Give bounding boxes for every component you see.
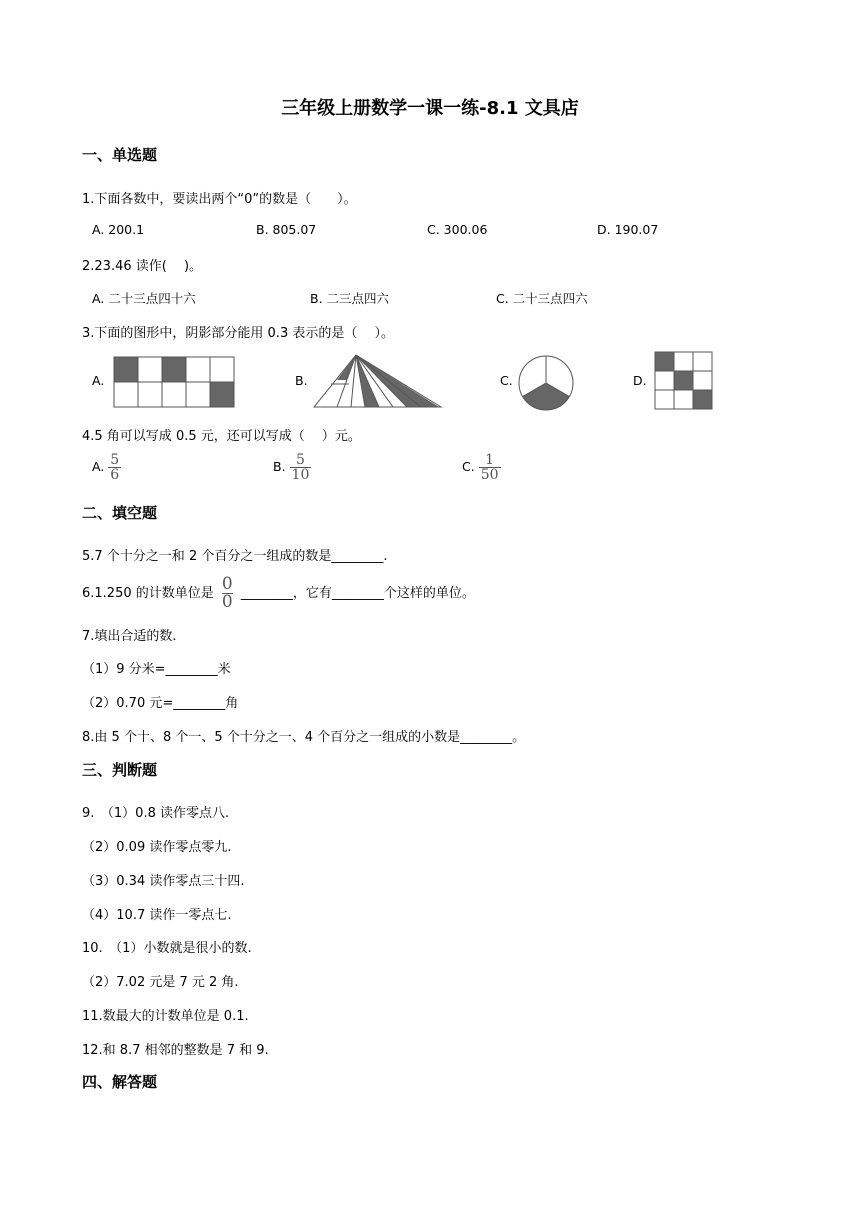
question-10-part-1: 10. （1）小数就是很小的数. bbox=[82, 941, 252, 956]
question-1: 1.下面各数中，要读出两个“0”的数是（ ）。 bbox=[82, 192, 357, 207]
q6-denominator: 0 bbox=[221, 592, 233, 612]
q3-option-c: C. bbox=[500, 373, 513, 388]
q6-suffix: ________，它有________个这样的单位。 bbox=[240, 586, 475, 601]
q1-option-b: B. 805.07 bbox=[256, 222, 317, 237]
q4-option-b bbox=[273, 453, 311, 482]
q4-option-a-label: A. bbox=[92, 459, 105, 474]
question-7: 7.填出合适的数. bbox=[82, 629, 177, 644]
question-4: 4.5 角可以写成 0.5 元，还可以写成（ ）元。 bbox=[82, 429, 361, 444]
q4-b-denominator: 10 bbox=[291, 467, 310, 483]
q1-option-c: C. 300.06 bbox=[427, 222, 488, 237]
section-heading-true-false: 三、判断题 bbox=[82, 761, 158, 779]
q4-option-c-label: C. bbox=[462, 459, 475, 474]
question-7-part-1: （1）9 分米=________米 bbox=[82, 662, 231, 677]
q3-figure-d-grid bbox=[654, 351, 713, 410]
question-9-part-3: （3）0.34 读作零点三十四. bbox=[82, 874, 245, 889]
q4-option-b-fraction bbox=[290, 453, 312, 482]
q6-fraction-image bbox=[222, 576, 233, 611]
question-9-part-2: （2）0.09 读作零点零九. bbox=[82, 840, 232, 855]
q4-c-numerator: 1 bbox=[485, 452, 495, 468]
question-9-part-4: （4）10.7 读作一零点七. bbox=[82, 908, 232, 923]
q3-option-d: D. bbox=[633, 373, 647, 388]
question-7-part-2: （2）0.70 元=________角 bbox=[82, 696, 239, 711]
q2-option-a: A. 二十三点四十六 bbox=[92, 291, 196, 306]
page-title: 三年级上册数学一课一练-8.1 文具店 bbox=[281, 98, 579, 119]
q6-prefix: 6.1.250 的计数单位是 bbox=[82, 586, 214, 601]
section-heading-single-choice: 一、单选题 bbox=[82, 146, 158, 164]
question-8: 8.由 5 个十、8 个一、5 个十分之一、4 个百分之一组成的小数是________。 bbox=[82, 730, 526, 745]
question-5: 5.7 个十分之一和 2 个百分之一组成的数是________. bbox=[82, 549, 388, 564]
q4-option-a-fraction bbox=[108, 453, 121, 482]
q3-figure-b-triangle bbox=[313, 354, 443, 408]
question-12: 12.和 8.7 相邻的整数是 7 和 9. bbox=[82, 1043, 269, 1058]
q3-figure-c-circle bbox=[518, 355, 574, 411]
q3-option-a: A. bbox=[92, 373, 105, 388]
question-9-part-1: 9. （1）0.8 读作零点八. bbox=[82, 806, 230, 821]
q1-option-a: A. 200.1 bbox=[92, 222, 145, 237]
q6-numerator: 0 bbox=[221, 574, 233, 594]
q4-option-c bbox=[462, 453, 501, 482]
q2-option-b: B. 二三点四六 bbox=[310, 291, 390, 306]
q4-option-b-label: B. bbox=[273, 459, 286, 474]
section-heading-fill-blank: 二、填空题 bbox=[82, 504, 158, 522]
question-3: 3.下面的图形中，阴影部分能用 0.3 表示的是（ ）。 bbox=[82, 326, 394, 341]
q4-a-denominator: 6 bbox=[110, 467, 120, 483]
q4-option-c-fraction bbox=[479, 453, 501, 482]
q2-option-c: C. 二十三点四六 bbox=[496, 291, 588, 306]
question-6 bbox=[82, 576, 475, 611]
question-10-part-2: （2）7.02 元是 7 元 2 角. bbox=[82, 975, 239, 990]
question-2: 2.23.46 读作( )。 bbox=[82, 259, 203, 274]
q4-a-numerator: 5 bbox=[110, 452, 120, 468]
section-heading-answer: 四、解答题 bbox=[82, 1073, 158, 1091]
q3-figure-a-grid bbox=[113, 356, 235, 408]
q4-b-numerator: 5 bbox=[296, 452, 305, 468]
q4-option-a bbox=[92, 453, 121, 482]
q3-option-b: B. bbox=[295, 373, 308, 388]
question-11: 11.数最大的计数单位是 0.1. bbox=[82, 1009, 249, 1024]
q1-option-d: D. 190.07 bbox=[597, 222, 659, 237]
q4-c-denominator: 50 bbox=[480, 467, 499, 483]
